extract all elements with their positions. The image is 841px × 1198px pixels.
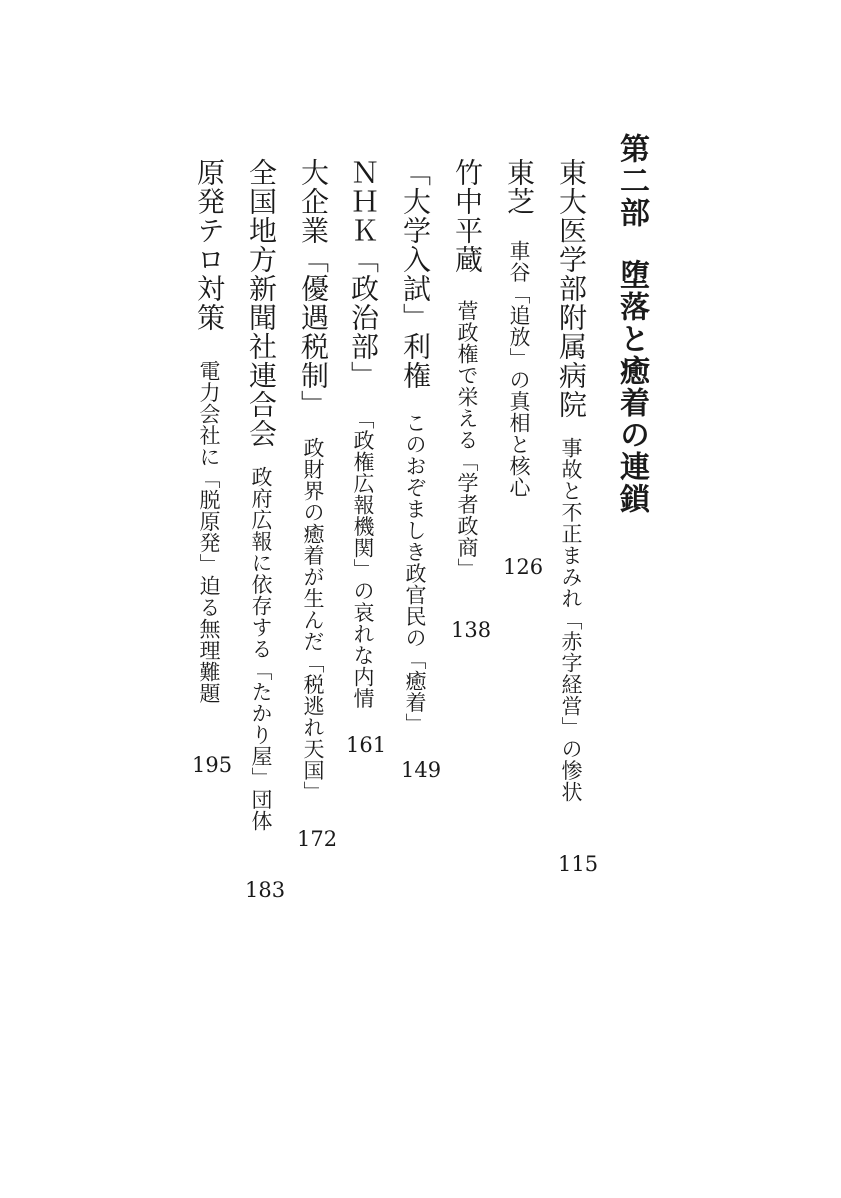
chapter-title: 原発テロ対策 [193, 158, 226, 332]
chapter-title: ＮＨＫ「政治部」 [347, 158, 380, 390]
toc-entry[interactable] [451, 158, 484, 580]
page-number: 149 [401, 758, 442, 782]
page-number: 126 [503, 555, 544, 579]
part-title: 堕落と癒着の連鎖 [614, 259, 649, 515]
chapter-title: 東大医学部附属病院 [555, 158, 588, 419]
toc-entry[interactable] [503, 158, 536, 498]
chapter-title: 竹中平蔵 [451, 158, 484, 274]
chapter-subtitle: 事故と不正まみれ「赤字経営」の惨状 [559, 437, 583, 803]
toc-entry[interactable] [245, 158, 278, 832]
toc-entry[interactable] [555, 158, 588, 803]
part-label: 第二部 [614, 133, 649, 229]
page-number: 195 [192, 753, 233, 777]
chapter-subtitle: 菅政権で栄える「学者政商」 [455, 300, 479, 580]
chapter-title: 東芝 [503, 158, 536, 216]
page-number: 172 [297, 827, 338, 851]
chapter-subtitle: 政財界の癒着が生んだ「税逃れ天国」 [301, 437, 325, 803]
part-heading [614, 133, 649, 515]
page-number: 161 [346, 733, 387, 757]
chapter-title: 全国地方新聞社連合会 [245, 158, 278, 448]
chapter-subtitle: 「政権広報機関」の哀れな内情 [351, 408, 375, 709]
toc-entry[interactable] [399, 158, 432, 735]
chapter-subtitle: 電力会社に「脱原発」迫る無理難題 [197, 360, 221, 704]
chapter-title: 「大学入試」利権 [399, 158, 432, 390]
page-number: 183 [245, 878, 286, 902]
chapter-subtitle: 政府広報に依存する「たかり屋」団体 [249, 466, 273, 832]
page-number: 138 [451, 618, 492, 642]
toc-entry[interactable] [297, 158, 330, 803]
toc-entry[interactable] [193, 158, 226, 704]
toc-entry[interactable] [347, 158, 380, 709]
page-number: 115 [558, 852, 599, 876]
chapter-subtitle: このおぞましき政官民の「癒着」 [403, 412, 427, 735]
chapter-title: 大企業「優遇税制」 [297, 158, 330, 419]
chapter-subtitle: 車谷「追放」の真相と核心 [507, 240, 531, 498]
